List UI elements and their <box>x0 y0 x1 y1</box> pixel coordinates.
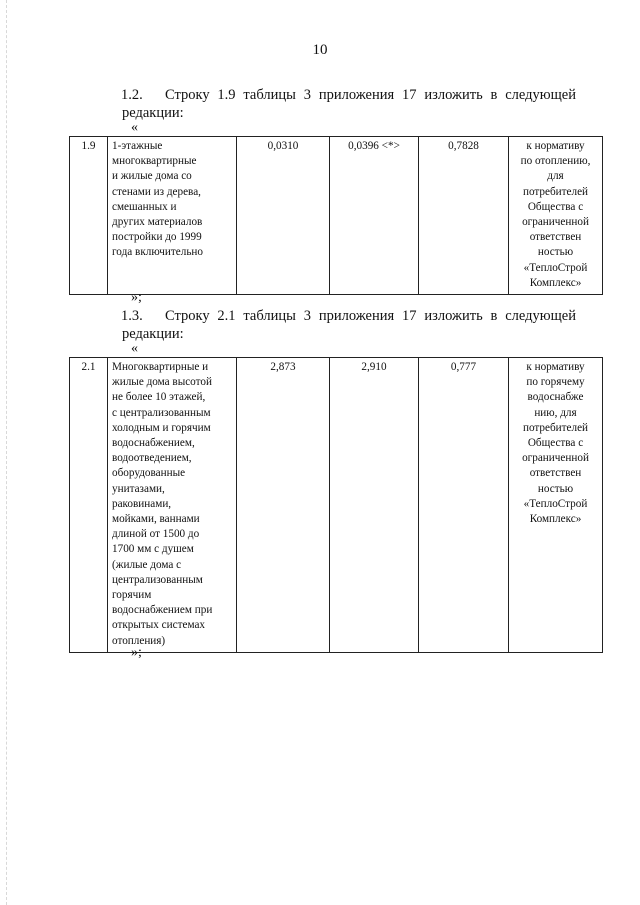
row-code-cell: 2.1 <box>70 358 108 653</box>
page-fold-line <box>6 0 7 905</box>
note-line: потребителей <box>522 185 589 198</box>
note-line: к нормативу <box>526 140 585 152</box>
description-line: 1-этажные <box>112 140 163 152</box>
description-line: стенами из дерева, <box>112 185 201 198</box>
note-line: Общества с <box>527 200 584 213</box>
note-line: по отоплению, <box>520 155 591 168</box>
row-note-cell <box>509 358 603 653</box>
note-line: к нормативу <box>526 361 585 373</box>
note-line: ностью <box>537 482 574 495</box>
note-line: потребителей <box>522 421 589 434</box>
row-value-3-cell: 0,7828 <box>419 137 509 295</box>
description-line: других материалов <box>112 216 203 229</box>
section-1-3-continuation: редакции: <box>122 326 184 342</box>
note-line: ограниченной <box>522 452 589 465</box>
table-row-1-9 <box>69 136 603 295</box>
note-line: ответствен <box>529 467 582 480</box>
section-1-2-close-quote: »; <box>131 290 142 305</box>
row-description-cell <box>108 358 237 653</box>
description-line: с централизованным <box>112 406 211 419</box>
note-line: «ТеплоСтрой <box>523 497 588 510</box>
description-line: холодным и горячим <box>112 421 211 434</box>
description-line: раковинами, <box>112 497 172 510</box>
section-1-2-heading <box>121 86 576 104</box>
description-line: длиной от 1500 до <box>112 528 200 541</box>
note-line: Комплекс» <box>529 513 582 526</box>
description-line: Многоквартирные и <box>112 361 209 373</box>
note-line: Комплекс» <box>529 276 582 289</box>
section-1-2-open-quote: « <box>131 120 138 135</box>
row-value-3-cell: 0,777 <box>419 358 509 653</box>
description-line: смешанных и <box>112 200 177 213</box>
description-line: мойками, ваннами <box>112 513 200 526</box>
note-line: ностью <box>537 246 574 259</box>
table-row <box>70 137 603 295</box>
row-code-cell: 1.9 <box>70 137 108 295</box>
description-line: открытых системах <box>112 619 206 632</box>
note-line: Общества с <box>527 437 584 450</box>
row-description-cell <box>108 137 237 295</box>
row-value-1-cell: 2,873 <box>237 358 330 653</box>
row-value-1-cell: 0,0310 <box>237 137 330 295</box>
section-1-2-number: 1.2. <box>121 87 143 103</box>
section-1-3-number: 1.3. <box>121 308 143 324</box>
description-line: постройки до 1999 <box>112 231 202 244</box>
description-line: горячим <box>112 589 152 602</box>
description-line: 1700 мм с душем <box>112 543 194 556</box>
description-line: и жилые дома со <box>112 170 192 183</box>
note-line: нию, для <box>534 406 577 419</box>
note-line: водоснабже <box>527 391 584 404</box>
row-value-2-cell: 2,910 <box>330 358 419 653</box>
section-1-3-open-quote: « <box>131 341 138 356</box>
description-line: водоснабжением, <box>112 437 195 450</box>
page-number: 10 <box>312 42 328 58</box>
note-line: ответствен <box>529 231 582 244</box>
description-line: года включительно <box>112 246 204 259</box>
note-line: ограниченной <box>522 216 589 229</box>
table-row-2-1 <box>69 357 603 653</box>
section-1-3-close-quote: »; <box>131 645 142 660</box>
table-row <box>70 358 603 653</box>
description-line: унитазами, <box>112 482 165 495</box>
section-1-2-text: Строку 1.9 таблицы 3 приложения 17 изложить в следующей <box>165 87 576 103</box>
description-line: не более 10 этажей, <box>112 391 206 404</box>
row-value-2-cell: 0,0396 <*> <box>330 137 419 295</box>
note-line: «ТеплоСтрой <box>523 261 588 274</box>
description-line: многоквартирные <box>112 155 197 168</box>
note-line: по горячему <box>526 376 585 389</box>
section-1-2-continuation: редакции: <box>122 105 184 121</box>
section-1-3-heading <box>121 307 576 325</box>
description-line: водоснабжением при <box>112 604 213 617</box>
description-line: централизованным <box>112 573 203 586</box>
description-line: (жилые дома с <box>112 558 182 571</box>
description-line: водоотведением, <box>112 452 192 465</box>
section-1-3-text: Строку 2.1 таблицы 3 приложения 17 изложить в следующей <box>165 308 576 324</box>
description-line: оборудованные <box>112 467 186 480</box>
description-line: жилые дома высотой <box>112 376 212 389</box>
row-note-cell <box>509 137 603 295</box>
description-line: отопления) <box>112 634 166 647</box>
note-line: для <box>547 170 564 183</box>
